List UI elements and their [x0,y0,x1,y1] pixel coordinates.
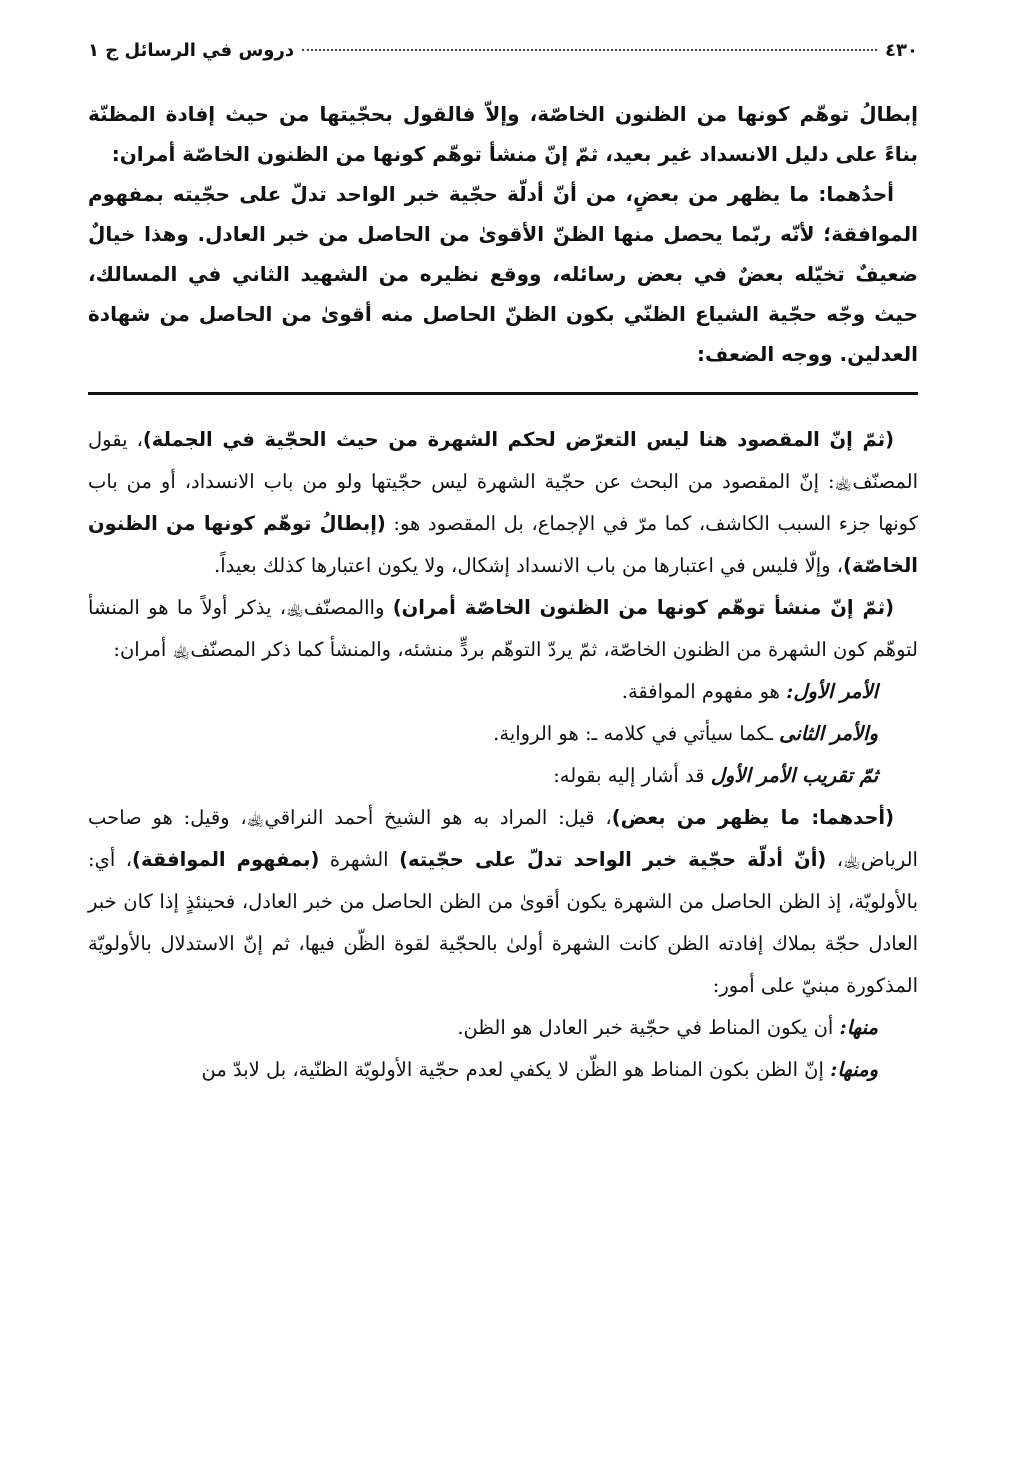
list-item [88,713,918,755]
main-paragraph: أحدُهما: ما يظهر من بعضٍ، من أنّ أدلّة حجّية خبر الواحد تدلّ على حجّيته بمفهوم الموافقة؛ لأنّه ربّما يحصل منها الظنّ الأقوىٰ من الحاصل من خبر العادل. وهذا خيالٌ ضعيفٌ تخيّله بعضٌ في بعض رسائله، ووقع نظيره من الشهيد الثاني في المسالك، حيث وجّه حجّية الشياع الظنّي بكون الظنّ الحاصل منه أقوىٰ من الحاصل من شهادة العدلين. ووجه الضعف: [88,182,918,366]
item-text: ـكما سيأتي في كلامه ـ: هو الرواية. [493,722,780,745]
page-number: ٤٣٠ [885,40,918,61]
quoted-text: (أحدهما: ما يظهر من بعض) [611,806,895,829]
item-label: ومنها: [830,1058,878,1081]
list-item [88,1007,918,1049]
commentary-paragraph [88,587,918,671]
item-text: قد أشار إليه بقوله: [553,764,711,787]
quoted-text: (ثمّ إنّ المقصود هنا ليس التعرّض لحكم الشهرة من حيث الحجّية في الجملة) [142,428,894,451]
commentary [88,419,918,1091]
item-label: منها: [839,1016,878,1039]
quoted-text: (ثمّ إنّ منشأ توهّم كونها من الظنون الخاصّة أمران) [392,596,894,619]
running-header [88,40,918,80]
commentary-text: ، يقول المصنّف﵀: إنّ المقصود من البحث عن حجّية الشهرة ليس حجّيتها ولو من باب الانسداد، أو من باب كونها جزء السبب الكاشف، كما مرّ في الإجماع، بل المقصود هو: [88,428,918,535]
quoted-text: (أنّ أدلّة حجّية خبر الواحد تدلّ على حجّيته) [399,848,827,871]
list-item [88,755,918,797]
commentary-text: الشهرة [319,848,400,871]
main-paragraph: إبطالُ توهّم كونها من الظنون الخاصّة، وإلاّ فالقول بحجّيتها من حيث إفادة المظنّة بناءً على دليل الانسداد غير بعيد، ثمّ إنّ منشأ توهّم كونها من الظنون الخاصّة أمران: [88,102,918,166]
item-label: الأمر الأول: [786,680,878,703]
commentary-paragraph [88,797,918,1007]
commentary-text: ، قيل: المراد به هو الشيخ أحمد النراقي﵀، وقيل: هو صاحب الرياض﵀، [88,806,918,871]
item-label: ثمّ تقريب الأمر الأول [710,764,878,787]
item-text: أن يكون المناط في حجّية خبر العادل هو الظن. [457,1016,840,1039]
commentary-text: ، وإلّا فليس في اعتبارها من باب الانسداد إشكال، ولا يكون اعتبارها كذلك بعيداً. [214,554,844,577]
list-item [88,671,918,713]
book-title: دروس في الرسائل ج ١ [88,40,295,61]
header-dot-leader [302,49,877,51]
quoted-text: (بمفهوم الموافقة) [132,848,320,871]
list-item [88,1049,918,1091]
commentary-text: ، أي: بالأولويّة، إذ الظن الحاصل من الشهرة يكون أقوىٰ من الظن الحاصل من خبر العادل، فحينئذٍ إذا كان خبر العادل حجّة بملاك إفادته الظن كانت الشهرة أولىٰ بالحجّية لقوة الظّن فيها، ثم إنّ الاستدلال بالأولويّة المذكورة مبنيّ على أمور: [88,848,918,997]
commentary-paragraph [88,419,918,587]
quoted-text: (إبطالُ توهّم كونها من الظنون الخاصّة) [88,512,918,577]
item-text: هو مفهوم الموافقة. [621,680,787,703]
footnote-separator [88,392,918,395]
page [88,40,918,1091]
commentary-text: واالمصنّف﵀، يذكر أولاً ما هو المنشأ لتوهّم كون الشهرة من الظنون الخاصّة، ثمّ يردّ التوهّم بردٍّ منشئه، والمنشأ كما ذكر المصنّف﵀ أمران: [88,596,918,661]
main-text [88,94,918,374]
item-label: والأمر الثانى [779,722,878,745]
item-text: إنّ الظن بكون المناط هو الظّن لا يكفي لعدم حجّية الأولويّة الظنّية، بل لابدّ من [201,1058,831,1081]
